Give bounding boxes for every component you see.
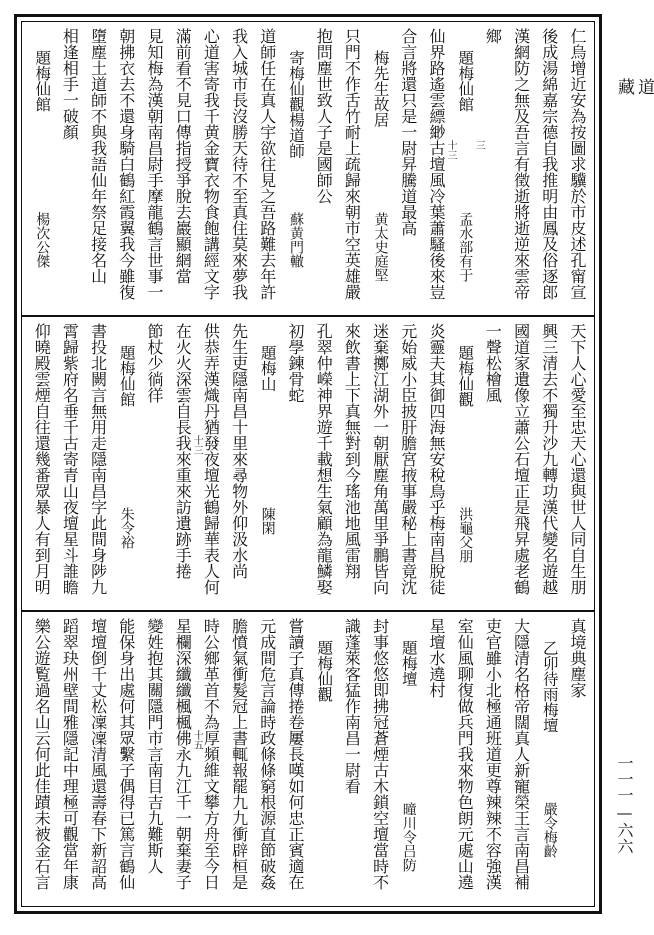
column-note: 十三 xyxy=(191,435,203,455)
text-column: 吏官雖小北極通班道更尊辣辣不容強漢 xyxy=(483,618,503,890)
text-column: 鄉 xyxy=(483,28,503,44)
text-column: 壇壇倒千丈松凜凜清風還壽春下新詔高 xyxy=(88,618,108,890)
text-panel-middle xyxy=(22,317,594,610)
page-frame-inner xyxy=(21,21,595,907)
text-column: 樂公遊覧過名山云何此佳蹟未被金石言 xyxy=(32,618,52,890)
text-column: 初學鍊骨蛇 xyxy=(286,323,305,403)
poem-author: 蘇黄門轍 xyxy=(288,212,304,268)
text-column: 仰曉殿雲煙自往還幾番眾暴人有到月明 xyxy=(32,323,52,595)
text-column: 仁烏增近安為按圖求驥於市皮述孔甯宣 xyxy=(568,28,587,300)
text-column: 後成湯綿嘉宗德自我推明由鳳及俗逐郎 xyxy=(539,28,559,300)
text-column: 霄歸紫府名垂千古寄青山夜壇星斗誰瞻 xyxy=(60,323,80,595)
poem-author: 孟水部有于 xyxy=(457,212,474,282)
poem-title: 題梅仙館 xyxy=(117,345,136,407)
text-column: 仙界路遙雲縹緲古壇風冷葉蕭騷後來豈 xyxy=(427,28,446,300)
page-frame xyxy=(14,14,602,914)
text-column: 國道家遺像立蕭公石壇正是飛昇處老鶴 xyxy=(511,323,531,595)
text-column: 朝拂衣去不還身騎白鶴紅霞翼我今雖復 xyxy=(116,28,136,300)
text-column: 元始威小臣披肝膽宮掖事嚴秘上書竟沈 xyxy=(398,323,418,595)
poem-author: 曈川令吕防 xyxy=(400,802,417,872)
text-panel-top xyxy=(22,22,594,315)
poem-author: 嚴令梅齡 xyxy=(541,802,558,858)
text-column: 在火火深雲自長我來重來訪遺跡手捲 xyxy=(173,323,193,579)
poem-title: 題梅仙觀 xyxy=(456,345,475,407)
column-note: 三 xyxy=(473,140,485,150)
poem-author: 楊次公傑 xyxy=(34,212,51,268)
text-column: 室仙風聊復做兵門我來物色朗元處山遶 xyxy=(455,618,475,890)
text-column: 抱問塵世致人子是國師公 xyxy=(314,28,334,204)
poem-title: 梅先生故居 xyxy=(371,50,390,128)
text-column: 漢網防之無及吾言有徵逝將逝逆來雲帝 xyxy=(511,28,531,300)
poem-title: 乙卯待雨梅壇 xyxy=(540,640,559,733)
text-column: 我入城市長沒勝天待不至真住莫來夢我 xyxy=(229,28,249,300)
margin-label-bottom: 藏 xyxy=(614,78,634,95)
text-column: 嘗讀子真傳捲卷屢長嘆如何忠正賓適在 xyxy=(286,618,305,890)
text-column: 迷棄擲江湖外一朝厭塵角萬里爭鵬皆向 xyxy=(370,323,390,595)
text-column: 墮塵土道師不與我語仙年祭足接名山 xyxy=(88,28,108,284)
text-column: 見知梅為漢朝南昌尉手摩龍鶴言世事一 xyxy=(145,28,164,300)
text-column: 時公鄉革首不為厚頻維文攀方舟至今日 xyxy=(201,618,221,890)
text-column: 一聲松檜風 xyxy=(483,323,503,403)
poem-title: 題梅仙觀 xyxy=(315,640,334,702)
text-column: 興三清去不獨升沙九轉功漢代變名遊越 xyxy=(539,323,559,595)
text-column: 書投北闕言無用走隱南昌字此間身陟九 xyxy=(88,323,108,595)
text-column: 只門不作舌竹耐上疏歸來朝市空英雄嚴 xyxy=(342,28,362,300)
text-column: 心道害寄我千黄金寶衣物食飽講經文字 xyxy=(201,28,221,300)
poem-author: 陳閑 xyxy=(259,507,276,535)
text-column: 滿前看不見口傳指授爭脫去巖顯網當 xyxy=(173,28,193,284)
text-column: 相逢相手一破顏 xyxy=(60,28,80,140)
text-column: 大隱清名格帝闊真人新寵榮王言南昌補 xyxy=(511,618,531,890)
text-column: 孔翠仲嶸神界遊千載想生氣顧為龍鱗娶 xyxy=(314,323,334,595)
text-column: 節杖少徜徉 xyxy=(145,323,164,403)
text-column: 膽憤氣衝髮冠上書輒報罷九九衝辟桓是 xyxy=(229,618,249,890)
text-column: 識蓬萊客猛作南昌一尉看 xyxy=(342,618,362,794)
text-column: 先生吏隱南昌十里來尋物外仰汲水尚 xyxy=(229,323,249,579)
poem-title: 題梅仙館 xyxy=(456,50,475,112)
text-column: 封事悠悠即拂冠蒼煙古木鎖空壇當時不 xyxy=(370,618,390,890)
text-column: 合言將還只是一尉昇騰道最高 xyxy=(398,28,418,236)
text-panel-bottom xyxy=(22,612,594,906)
poem-title: 寄梅仙觀楊道師 xyxy=(287,50,305,159)
text-column: 真境典塵家 xyxy=(568,618,587,698)
column-note: 十五 xyxy=(191,730,203,750)
poem-title: 題梅山 xyxy=(258,345,277,392)
column-note: 十三 xyxy=(445,140,456,160)
text-column: 星壇水遶村 xyxy=(427,618,446,698)
text-column: 來飲書上下真無對到今瑤池地風雷翔 xyxy=(342,323,362,579)
poem-title: 題梅仙館 xyxy=(33,50,52,112)
text-column: 蹈翠玦州壁間雅隱記中理極可觀當年康 xyxy=(60,618,80,890)
text-column: 炎靈夫其御四海無安稅鳥乎梅南昌脫徒 xyxy=(427,323,446,595)
text-column: 天下人心愛至忠天心還與世人同自生朋 xyxy=(568,323,587,595)
poem-author: 黄太史庭堅 xyxy=(372,212,389,282)
page-number: 一一一—六六 xyxy=(615,755,634,854)
poem-author: 朱令裕 xyxy=(118,507,135,549)
margin-label-top: 道 xyxy=(634,78,654,95)
poem-author: 洪龜父朋 xyxy=(457,507,474,563)
text-column: 星欄深纖纖楓楓佛永九江千一朝棄妻子 xyxy=(173,618,193,890)
text-column: 能保身出處何其眾繫子偶得已篤言鶴仙 xyxy=(116,618,136,890)
text-column: 變姓抱其關隱門市言南目吉九難斯人 xyxy=(145,618,164,874)
text-column: 道師任在真人宇欲往見之吾路難去年許 xyxy=(257,28,277,300)
poem-title: 題梅壇 xyxy=(399,640,418,687)
margin-label xyxy=(614,78,654,118)
text-column: 供恭弄漢熾丹猶發夜壇光鶴歸華表人何 xyxy=(201,323,221,595)
text-column: 元成間危言論時政條條窮根源直節破姦 xyxy=(257,618,277,890)
